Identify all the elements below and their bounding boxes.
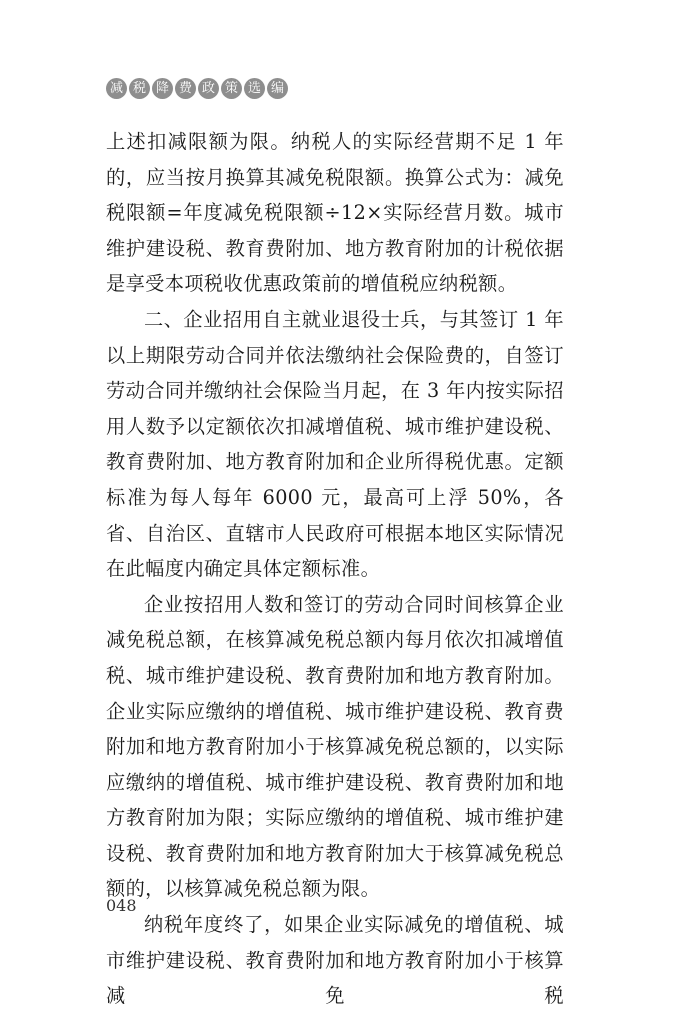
book-title-badge [106,76,290,100]
paragraph-continuation: 上述扣减限额为限。纳税人的实际经营期不足 1 年的，应当按月换算其减免税限额。换算公式为：减免税限额=年度减免税限额÷12×实际经营月数。城市维护建设税、教育费附加、地方教育附加的计税依据是享受本项税收优惠政策前的增值税应纳税额。 [106,130,564,296]
book-title-char: 税 [129,78,150,99]
book-title-char: 政 [198,78,219,99]
paragraph-veterans-policy: 二、企业招用自主就业退役士兵，与其签订 1 年以上期限劳动合同并依法缴纳社会保险费的，自签订劳动合同并缴纳社会保险当月起，在 3 年内按实际招用人数予以定额依次扣减增值税、城市维护建设税、教育费附加、地方教育附加和企业所得税优惠。定额标准为每人每年 6000 元，最高可上浮 50%，各省、自治区、直辖市人民政府可根据本地区实际情况在此幅度内确定具体定额标准。 [106,307,564,581]
body-text [106,124,564,1014]
book-title-char: 策 [221,78,242,99]
page-number: 048 [106,896,137,915]
book-title-char: 编 [267,78,288,99]
book-title-char: 费 [175,78,196,99]
book-title-char: 选 [244,78,265,99]
book-title-char: 降 [152,78,173,99]
paragraph-year-end: 纳税年度终了，如果企业实际减免的增值税、城市维护建设税、教育费附加和地方教育附加小于核算减免税 [106,913,564,1008]
book-title-char: 减 [106,78,127,99]
paragraph-deduction-rules: 企业按招用人数和签订的劳动合同时间核算企业减免税总额，在核算减免税总额内每月依次扣减增值税、城市维护建设税、教育费附加和地方教育附加。企业实际应缴纳的增值税、城市维护建设税、教育费附加和地方教育附加小于核算减免税总额的，以实际应缴纳的增值税、城市维护建设税、教育费附加和地方教育附加为限；实际应缴纳的增值税、城市维护建设税、教育费附加和地方教育附加大于核算减免税总额的，以核算减免税总额为限。 [106,592,564,901]
